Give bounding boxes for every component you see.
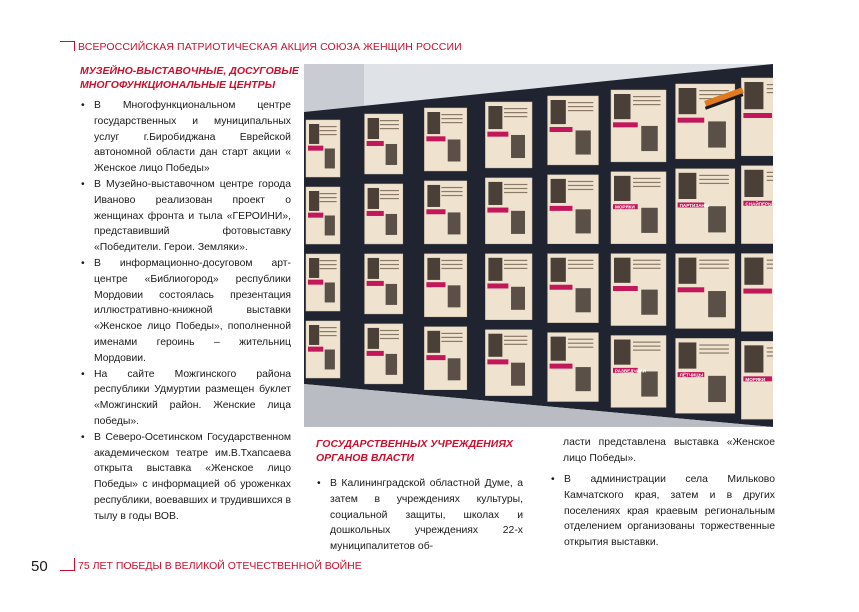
poster-portrait [708,206,726,232]
poster-portrait [614,94,631,119]
poster-text-line [568,189,593,190]
footer-title: 75 ЛЕТ ПОБЕДЫ В ВЕЛИКОЙ ОТЕЧЕСТВЕННОЙ ВОЙНЕ [78,560,362,572]
poster-label-bar [743,289,772,294]
poster-portrait [551,179,566,203]
poster-label-bar [743,113,772,118]
poster-label-bar [367,211,384,216]
poster-portrait [576,209,591,233]
poster-text-line [320,130,337,131]
poster-text-line [568,343,593,344]
header-title: ВСЕРОССИЙСКАЯ ПАТРИОТИЧЕСКАЯ АКЦИЯ СОЮЗА ЖЕНЩИН РОССИИ [78,41,462,53]
poster-text-line [633,178,661,179]
poster-text-line [320,264,337,265]
poster-label: ПАРТИЗАНЫ [679,202,710,208]
poster-portrait [679,258,697,284]
poster-text-line [380,198,399,199]
poster-text-line [568,106,593,107]
poster-label-bar [426,209,445,214]
poster-label-bar [678,287,705,292]
poster-portrait [368,118,379,139]
poster-text-line [568,260,593,261]
poster-text-line [633,186,661,187]
poster-label-bar [487,359,508,364]
poster-text-line [633,260,661,261]
poster-portrait [448,212,461,234]
poster-text-line [441,333,462,334]
poster-text-line [767,92,773,93]
poster-text-line [320,126,337,127]
poster-portrait [551,337,566,361]
left-section-title-line1: МУЗЕЙНО-ВЫСТАВОЧНЫЕ, ДОСУГОВЫЕ [80,65,299,77]
poster-text-line [633,264,661,265]
poster-text-line [380,264,399,265]
poster-text-line [380,120,399,121]
poster-text-line [320,327,337,328]
poster-text-line [441,260,462,261]
poster-text-line [441,337,462,338]
poster-portrait [427,112,440,134]
poster-text-line [633,350,661,351]
poster-portrait [679,342,697,368]
poster-text-line [568,102,593,103]
poster-portrait [448,358,461,380]
poster-portrait [386,214,397,235]
poster-text-line [633,182,661,183]
poster-portrait [309,124,319,144]
poster-portrait [614,340,631,365]
left-section-title [80,64,299,92]
poster-text-line [699,175,729,176]
poster-portrait [511,363,525,386]
poster-text-line [320,335,337,336]
poster-portrait [551,258,566,282]
list-item: • В Калининградской областной Думе, а затем в учреждениях культуры, социальной защиты, школах и дошкольных учреждениях 22-х муниципалитетов об- [315,476,523,555]
poster-portrait [427,185,440,207]
poster-text-line [504,260,527,261]
poster-text-line [699,264,729,265]
poster-label: РАЗВЕДЧИКИ [615,368,647,374]
list-item: • В Северо-Осетинском Государственном академическом театре им.В.Тхапсаева открыта выставка «Женское лицо Победы» с информацией об уроженках республики, воевавших и трудившихся в тылу в годы ВОВ. [79,430,291,525]
list-item: • В информационно-досуговом арт-центре «Библиогород» республики Мордовии состоялась презентация иллюстративно-книжной выставки «Женское лицо Победы», пополненной именами героинь – жительниц Мордовии. [79,256,291,367]
poster-text-line [633,268,661,269]
poster-text-line [441,191,462,192]
poster-text-line [767,172,773,173]
poster-text-line [380,330,399,331]
poster-text-line [767,264,773,265]
poster-text-line [320,331,337,332]
poster-text-line [767,347,773,348]
poster-portrait [708,376,726,402]
poster-label-bar [367,141,384,146]
left-section-title-line2: МНОГОФУНКЦИОНАЛЬНЫЕ ЦЕНТРЫ [80,79,276,91]
poster-portrait [368,328,379,349]
poster-text-line [504,108,527,109]
poster-label-bar [367,351,384,356]
poster-text-line [699,348,729,349]
poster-portrait [511,211,525,234]
poster-text-line [504,116,527,117]
poster-portrait [511,287,525,310]
poster-portrait [309,191,319,211]
poster-text-line [441,118,462,119]
poster-text-line [441,268,462,269]
header-rule [60,41,75,51]
exhibition-photo [304,64,773,427]
poster-portrait [368,258,379,279]
poster-portrait [325,216,335,236]
poster-text-line [633,342,661,343]
poster-portrait [708,291,726,317]
poster-portrait [386,354,397,375]
poster-text-line [320,197,337,198]
right-column-continuation: ласти представлена выставка «Женское лицо Победы». [563,437,775,464]
left-column-list [79,98,291,525]
poster-text-line [504,188,527,189]
poster-text-line [767,351,773,352]
poster-portrait [744,345,763,372]
poster-label-bar [308,347,323,352]
poster-portrait [386,284,397,305]
poster-text-line [380,268,399,269]
poster-text-line [633,100,661,101]
poster-portrait [325,350,335,370]
poster-text-line [320,260,337,261]
poster-text-line [320,268,337,269]
poster-portrait [488,106,502,129]
poster-text-line [320,193,337,194]
poster-portrait [641,126,658,151]
poster-text-line [320,201,337,202]
poster-portrait [448,139,461,161]
poster-portrait [488,258,502,281]
poster-text-line [767,84,773,85]
poster-label-bar [487,132,508,137]
poster-text-line [504,344,527,345]
poster-text-line [441,187,462,188]
poster-label-bar [550,127,573,132]
list-item: • В администрации села Мильково Камчатского края, затем и в других поселениях края краевым региональным отделением организованы торжественные открытия выставки. [549,472,775,551]
poster-label: СНАЙПЕРЫ [745,201,773,207]
poster-label-bar [367,281,384,286]
poster-text-line [699,183,729,184]
poster-portrait [708,121,726,147]
poster-text-line [380,194,399,195]
poster-portrait [368,188,379,209]
poster-portrait [614,176,631,201]
poster-text-line [504,184,527,185]
poster-portrait [309,325,319,345]
poster-text-line [380,338,399,339]
poster-label-bar [550,206,573,211]
poster-label-bar [487,283,508,288]
poster-text-line [504,264,527,265]
poster-text-line [441,341,462,342]
poster-text-line [699,268,729,269]
poster-text-line [380,260,399,261]
poster-text-line [699,260,729,261]
poster-text-line [699,179,729,180]
poster-label: ЛЁТЧИЦЫ [679,372,704,378]
poster-label-bar [678,118,705,123]
middle-column-list [315,476,523,555]
poster-portrait [325,149,335,169]
poster-portrait [744,258,763,285]
poster-portrait [641,371,658,396]
poster-portrait [488,182,502,205]
poster-text-line [699,344,729,345]
poster-text-line [767,88,773,89]
poster-text-line [320,134,337,135]
poster-portrait [551,100,566,124]
poster-portrait [448,285,461,307]
poster-text-line [504,112,527,113]
poster-label: МОРЯКИ [615,204,635,210]
poster-text-line [504,336,527,337]
poster-portrait [488,334,502,357]
poster-text-line [380,124,399,125]
poster-text-line [767,180,773,181]
poster-label-bar [613,122,638,127]
poster-text-line [568,181,593,182]
poster-text-line [380,128,399,129]
poster-portrait [309,258,319,278]
footer-rule [60,558,75,571]
poster-text-line [568,339,593,340]
poster-text-line [568,110,593,111]
poster-text-line [380,334,399,335]
poster-portrait [576,130,591,154]
poster-text-line [699,90,729,91]
poster-portrait [641,208,658,233]
poster-text-line [441,122,462,123]
poster-label: МОРЯКИ [745,376,766,382]
poster-text-line [504,268,527,269]
poster-label-bar [613,286,638,291]
poster-portrait [679,173,697,199]
poster-text-line [767,260,773,261]
poster-text-line [441,264,462,265]
poster-portrait [576,288,591,312]
poster-portrait [744,170,763,197]
poster-label-bar [550,285,573,290]
poster-text-line [504,340,527,341]
poster-text-line [633,346,661,347]
poster-text-line [633,104,661,105]
poster-portrait [744,82,763,109]
poster-portrait [576,367,591,391]
poster-text-line [633,96,661,97]
middle-section-title-line2: ОРГАНОВ ВЛАСТИ [316,452,414,464]
poster-text-line [767,268,773,269]
poster-text-line [441,114,462,115]
poster-text-line [568,185,593,186]
poster-portrait [614,258,631,283]
poster-text-line [568,347,593,348]
poster-label-bar [550,364,573,369]
poster-label-bar [308,280,323,285]
poster-portrait [427,258,440,280]
poster-portrait [511,135,525,158]
poster-text-line [441,195,462,196]
poster-text-line [568,268,593,269]
poster-portrait [427,331,440,353]
poster-label-bar [426,282,445,287]
poster-label-bar [487,208,508,213]
poster-portrait [641,290,658,315]
list-item: • В Многофункциональном центре государственных и муниципальных услуг г.Биробиджана Еврейской автономной области дан старт акции « Женское лицо Победы» [79,98,291,177]
poster-label-bar [308,146,323,151]
page-number: 50 [31,558,48,575]
poster-portrait [325,283,335,303]
poster-text-line [699,352,729,353]
poster-label-bar [426,136,445,141]
poster-label-bar [308,213,323,218]
poster-text-line [504,192,527,193]
list-item: • На сайте Можгинского района республики Удмуртии размещен буклет «Можгинский район. Женские лица победы». [79,367,291,430]
list-item: • В Музейно-выставочном центре города Иваново реализован проект о женщинах фронта и тыла «ГЕРОИНИ», представивший фотовыставку «Победители. Герои. Земляки». [79,177,291,256]
poster-text-line [767,176,773,177]
exhibition-photo-drawing [304,64,773,427]
right-column-list [549,472,775,551]
poster-text-line [568,264,593,265]
middle-section-title-line1: ГОСУДАРСТВЕННЫХ УЧРЕЖДЕНИЯХ [316,438,513,450]
poster-text-line [767,355,773,356]
poster-text-line [380,190,399,191]
middle-section-title [316,437,513,465]
poster-portrait [679,88,697,114]
poster-label-bar [426,355,445,360]
poster-portrait [386,144,397,165]
